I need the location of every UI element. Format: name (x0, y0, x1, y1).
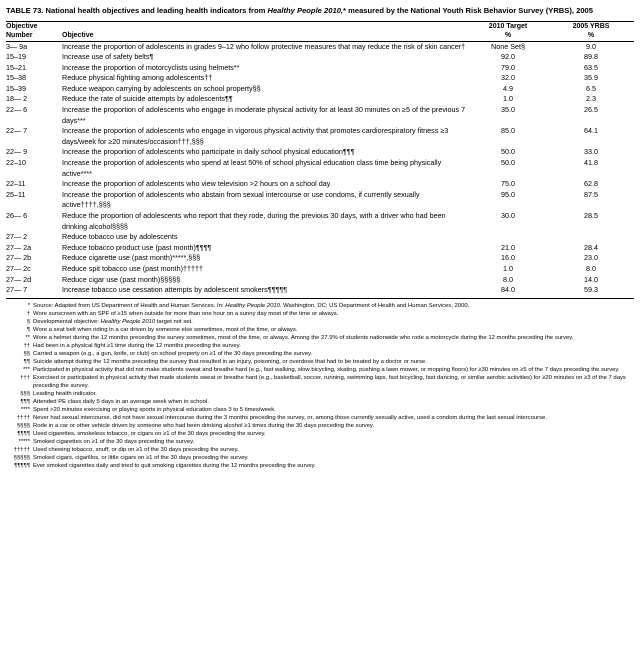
footnote-text-before: Wore a seat belt when riding in a car driven by someone else sometimes, most of the time, or always. (33, 326, 298, 333)
yrbs-value: 41.8 (584, 158, 598, 168)
footnote-text (33, 326, 634, 334)
objective-number: 27— 7 (6, 285, 28, 295)
footnote-text-before: Source: Adapted from US Department of Health and Human Services. In: (33, 302, 226, 309)
objective-text: Increase the proportion of adolescents who engage in moderate physical activity for at least 30 minutes on ≥5 of the previous 7 days*** (62, 105, 466, 125)
footnote-marker: †††† (16, 414, 30, 421)
footnote-text-before: Developmental objective: (33, 318, 101, 325)
objective-number: 26— 6 (6, 211, 28, 220)
footnote-text-italic: Healthy People 2010 (100, 318, 156, 325)
header-objective-number-line1: Objective (6, 22, 38, 30)
objective-text: Reduce the proportion of adolescents who report that they rode, during the previous 30 days, with a driver who had been drinking alcohol§§§§ (62, 211, 446, 231)
objective-text: Increase the proportion of motorcyclists using helmets** (62, 62, 240, 72)
objective-number: 22–10 (6, 158, 26, 168)
target-value: 79.0 (501, 62, 515, 72)
table-title-italic: Healthy People 2010, (267, 6, 344, 15)
footnote-text (33, 358, 634, 366)
footnote-marker: § (26, 318, 30, 325)
yrbs-value: 62.8 (584, 179, 598, 189)
table-row (6, 190, 634, 211)
footnote (6, 462, 634, 470)
table-title (6, 6, 634, 17)
table-row (6, 179, 634, 190)
objective-text: Increase the proportion of adolescents who participate in daily school physical education¶¶¶ (62, 147, 355, 157)
objective-number: 15–38 (6, 73, 26, 83)
footnote-text (33, 310, 634, 318)
footnote-text (33, 366, 634, 374)
footnote (6, 358, 634, 366)
table-row (6, 52, 634, 63)
objective-number: 15–21 (6, 62, 26, 72)
footnote-text (33, 334, 634, 342)
table-row (6, 105, 634, 126)
footnote (6, 430, 634, 438)
footnote-text-before: Suicide attempt during the 12 months preceding the survey that resulted in an injury, poisoning, or overdose that had to be treated by a doctor or nurse. (33, 358, 427, 365)
footnote-marker: ***** (18, 438, 30, 445)
footnote-marker: * (27, 302, 30, 309)
objective-number: 15–39 (6, 83, 26, 93)
footnote-text-before: Smoked cigarettes on ≥1 of the 30 days preceding the survey. (33, 438, 195, 445)
objective-text: Reduce cigar use (past month)§§§§§ (62, 274, 181, 284)
table-header-row-2 (6, 31, 634, 41)
objective-number: 22— 7 (6, 126, 28, 136)
header-yrbs-line1: 2005 YRBS (572, 22, 610, 30)
objective-number: 22— 9 (6, 147, 28, 157)
objective-text: Increase the proportion of adolescents in grades 9–12 who follow protective measures that may reduce the risk of skin cancer† (62, 41, 466, 51)
footnote-text-before: Used chewing tobacco, snuff, or dip on ≥1 of the 30 days preceding the survey. (33, 446, 239, 453)
objective-text: Reduce weapon carrying by adolescents on school property§§ (62, 83, 261, 93)
yrbs-value: 6.5 (586, 83, 596, 93)
footnote (6, 374, 634, 390)
footnote-marker: ¶ (26, 326, 30, 333)
objective-text: Increase the proportion of adolescents who view television >2 hours on a school day (62, 179, 331, 189)
footnote (6, 390, 634, 398)
table-body (6, 41, 634, 296)
footnote-marker: ¶¶¶¶ (17, 430, 30, 437)
footnote (6, 326, 634, 334)
footnote (6, 422, 634, 430)
yrbs-value (548, 232, 634, 243)
yrbs-value: 33.0 (584, 147, 598, 157)
objective-number: 15–19 (6, 52, 26, 62)
objective-number: 27— 2 (6, 232, 28, 242)
table-bottom-rule (6, 298, 634, 299)
footnote-text (33, 422, 634, 430)
footnote (6, 406, 634, 414)
footnote-text-before: Had been in a physical fight ≥1 time during the 12 months preceding the survey. (33, 342, 241, 349)
target-value: None Set§ (491, 41, 525, 51)
table-title-suffix: * measured by the National Youth Risk Behavior Survey (YRBS), 2005 (343, 6, 594, 15)
yrbs-value: 59.3 (584, 285, 598, 295)
table-row (6, 211, 634, 232)
footnote-text (33, 302, 634, 310)
target-value (468, 232, 548, 243)
objective-text: Increase the proportion of adolescents who engage in vigorous physical activity that promotes cardiorespiratory fitness ≥3 days/week for ≥20 minutes/occasion†††,§§§ (62, 126, 449, 146)
header-target-line1: 2010 Target (488, 22, 528, 30)
yrbs-value: 63.5 (584, 62, 598, 72)
table-row (6, 63, 634, 74)
footnote-marker: §§§§§ (13, 454, 30, 461)
table-row (6, 253, 634, 264)
footnote (6, 334, 634, 342)
footnote-text-before: Spent >20 minutes exercising or playing sports in physical education class 3 to 5 times/week. (33, 406, 276, 413)
table-row (6, 41, 634, 52)
footnote (6, 342, 634, 350)
target-value: 8.0 (503, 274, 513, 284)
objective-text: Increase the proportion of adolescents who spend at least 50% of school physical education class time being physically active**** (62, 158, 442, 178)
footnote-marker: ** (25, 334, 30, 341)
objective-number: 27— 2c (6, 263, 31, 273)
footnote-text-italic: Healthy People 2010. (225, 302, 282, 309)
footnote-marker: *** (23, 366, 30, 373)
yrbs-value: 8.0 (586, 263, 596, 273)
footnote-text (33, 342, 634, 350)
table-row (6, 73, 634, 84)
objective-text: Increase the proportion of adolescents who abstain from sexual intercourse or use condoms, if currently sexually active††††,§§§ (62, 189, 420, 210)
target-value: 32.0 (501, 73, 515, 83)
objective-text: Reduce tobacco use by adolescents (62, 232, 178, 242)
footnote-text (33, 398, 634, 406)
yrbs-value: 89.8 (584, 52, 598, 62)
yrbs-value: 14.0 (584, 274, 598, 284)
target-value: 35.0 (501, 105, 515, 115)
footnote-text-after: target not set. (155, 318, 193, 325)
objective-number: 22–11 (6, 179, 26, 189)
footnote-marker: §§§ (20, 390, 30, 397)
footnote-marker: §§§§ (16, 422, 30, 429)
yrbs-value: 28.4 (584, 242, 598, 252)
footnote-text-before: Participated in physical activity that did not make students sweat and breathe hard (e.g., fast walking, slow bicycling, skating, pushing a lawn mower, or mopping floors) for ≥30 minutes on ≥5 of the 7 days preceding the survey. (33, 366, 620, 373)
footnote-marker: ¶¶¶ (20, 398, 30, 405)
footnote-text-before: Exercised or participated in physical activity that made students sweat or breathe hard (e.g., basketball, soccer, running, swimming laps, fast bicycling, fast dancing, or similar aerobic activities) for ≥20 minutes on ≥3 of the 7 days preceding the survey. (33, 374, 626, 389)
table-row (6, 232, 634, 243)
footnote (6, 310, 634, 318)
table-row (6, 84, 634, 95)
target-value: 16.0 (501, 253, 515, 263)
table-row (6, 94, 634, 105)
table-row (6, 264, 634, 275)
target-value: 30.0 (501, 211, 515, 220)
yrbs-value: 35.9 (584, 73, 598, 83)
footnote-text (33, 318, 634, 326)
objective-number: 27— 2a (6, 242, 32, 252)
target-value: 92.0 (501, 52, 515, 62)
footnote-marker: ††† (20, 374, 30, 381)
objective-text: Reduce cigarette use (past month)*****,§§§ (62, 253, 201, 263)
objectives-table (6, 21, 634, 296)
footnote-text-before: Attended PE class daily 5 days in an average week when in school. (33, 398, 209, 405)
target-value: 84.0 (501, 285, 515, 295)
target-value: 50.0 (501, 147, 515, 157)
table-row (6, 275, 634, 286)
footnote (6, 414, 634, 422)
footnote (6, 446, 634, 454)
footnote-text-before: Carried a weapon (e.g., a gun, knife, or club) on school property on ≥1 of the 30 days preceding the survey. (33, 350, 313, 357)
footnote-text-before: Ever smoked cigarettes daily and tried to quit smoking cigarettes during the 12 months preceding the survey. (33, 462, 316, 469)
footnote-marker: **** (20, 406, 30, 413)
yrbs-value: 2.3 (586, 94, 596, 104)
yrbs-value: 9.0 (586, 41, 596, 51)
objective-text: Reduce physical fighting among adolescents†† (62, 73, 213, 83)
footnote-marker: ¶¶ (23, 358, 30, 365)
yrbs-value: 26.5 (584, 105, 598, 115)
objective-number: 25–11 (6, 189, 26, 199)
objective-number: 27— 2b (6, 253, 32, 263)
footnote-text (33, 446, 634, 454)
footnote (6, 318, 634, 326)
target-value: 1.0 (503, 263, 513, 273)
footnote-text (33, 430, 634, 438)
objective-text: Reduce tobacco product use (past month)¶¶¶¶ (62, 242, 212, 252)
table-row (6, 285, 634, 296)
header-objective: Objective (62, 32, 94, 39)
header-target-line2: % (504, 32, 512, 39)
footnote (6, 454, 634, 462)
footnote-text-before: Used cigarettes, smokeless tobacco, or cigars on ≥1 of the 30 days preceding the survey. (33, 430, 266, 437)
footnote-text (33, 454, 634, 462)
objective-text: Increase tobacco use cessation attempts by adolescent smokers¶¶¶¶¶ (62, 285, 288, 295)
yrbs-value: 23.0 (584, 253, 598, 263)
footnote-marker: ††††† (13, 446, 30, 453)
target-value: 4.9 (503, 83, 513, 93)
objective-text: Increase use of safety belts¶ (62, 52, 154, 62)
target-value: 95.0 (501, 189, 515, 199)
objective-number: 27— 2d (6, 274, 32, 284)
footnote (6, 398, 634, 406)
header-yrbs-line2: % (587, 32, 595, 39)
objective-text: Reduce spit tobacco use (past month)††††† (62, 263, 204, 273)
footnote-marker: ¶¶¶¶¶ (14, 462, 30, 469)
target-value: 50.0 (501, 158, 515, 168)
table-row (6, 243, 634, 254)
footnote (6, 350, 634, 358)
header-objective-number-line2: Number (6, 32, 33, 39)
footnote-text-before: Wore a helmet during the 12 months preceding the survey sometimes, most of the time, or always. Among the 27.9% of students nationwide who rode a motorcycle during the 12 months preceding the survey. (33, 334, 574, 341)
footnote-text-before: Smoked cigars, cigarillos, or little cigars on ≥1 of the 30 days preceding the survey. (33, 454, 249, 461)
table-row (6, 158, 634, 179)
yrbs-value: 87.5 (584, 189, 598, 199)
footnote (6, 438, 634, 446)
footnote-text-before: Rode in a car or other vehicle driven by someone who had been drinking alcohol ≥1 times during the 30 days preceding the survey. (33, 422, 375, 429)
target-value: 1.0 (503, 94, 513, 104)
objective-number: 18— 2 (6, 94, 28, 104)
yrbs-value: 64.1 (584, 126, 598, 136)
footnote-text (33, 406, 634, 414)
footnote-marker: † (26, 310, 30, 317)
footnote-text-before: Never had sexual intercourse, did not have sexual intercourse during the 3 months preceding the survey, or, among those currently sexually active, used a condom during the last sexual intercourse. (33, 414, 547, 421)
footnote (6, 302, 634, 310)
table-row (6, 126, 634, 147)
footnote-text (33, 374, 634, 390)
table-row (6, 147, 634, 158)
target-value: 21.0 (501, 242, 515, 252)
footnote-marker: §§ (23, 350, 30, 357)
yrbs-value: 28.5 (584, 211, 598, 220)
footnote-text (33, 414, 634, 422)
objective-number: 3— 9a (6, 41, 28, 51)
footnote-text (33, 438, 634, 446)
table-header-row-1 (6, 21, 634, 31)
footnote-text-before: Wore sunscreen with an SPF of ≥15 when outside for more than one hour on a sunny day most of the time or always. (33, 310, 339, 317)
table-title-prefix: TABLE 73. National health objectives and leading health indicators from (6, 6, 268, 15)
footnote-text-after: Washington, DC: US Department of Health and Human Services, 2000. (281, 302, 470, 309)
footnote-text (33, 462, 634, 470)
footnote-text (33, 350, 634, 358)
target-value: 75.0 (501, 179, 515, 189)
objective-text: Reduce the rate of suicide attempts by adolescents¶¶ (62, 94, 233, 104)
objective-number: 22— 6 (6, 105, 28, 115)
footnote-marker: †† (23, 342, 30, 349)
footnotes (6, 302, 634, 470)
footnote-text-before: Leading health indicator. (33, 390, 97, 397)
target-value: 85.0 (501, 126, 515, 136)
footnote (6, 366, 634, 374)
footnote-text (33, 390, 634, 398)
